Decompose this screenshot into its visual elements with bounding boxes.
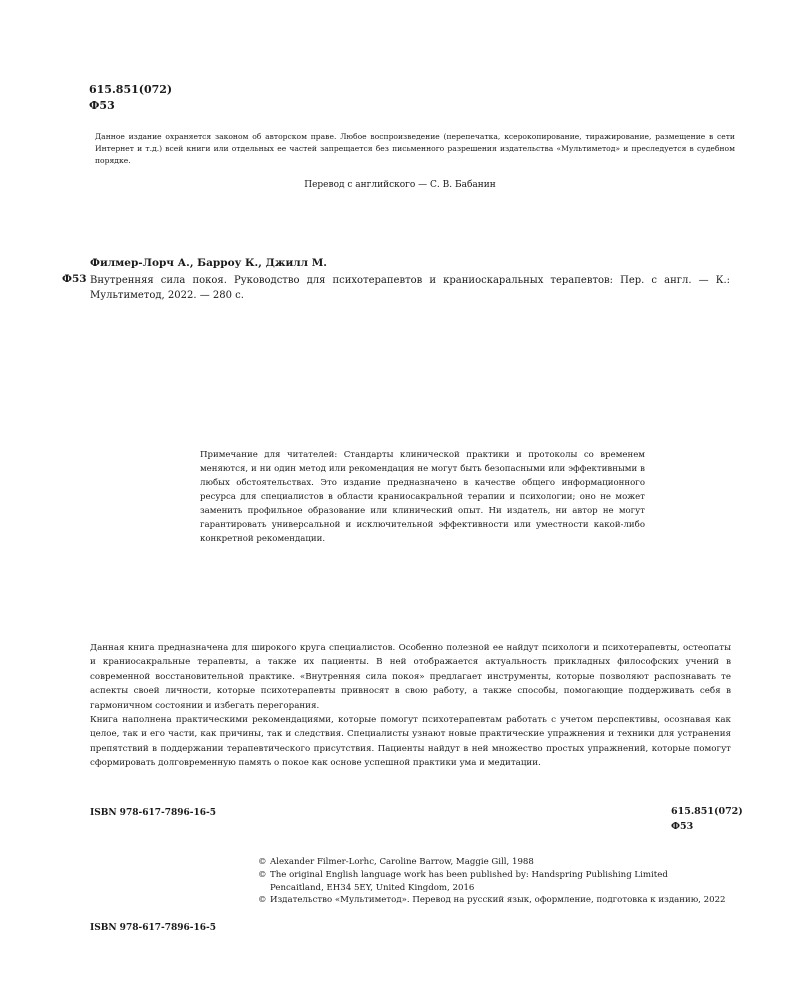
copyright-sign: © [258, 857, 267, 867]
copyright-line [258, 882, 738, 895]
copyright-notice: Данное издание охраняется законом об авторском праве. Любое воспроизведение (перепечатка, ксерокопирование, тиражирование, размещение в сети Интернет и т.д.) всей книги или отдельных ее частей запрещается без письменного разрешения издательства «Мультиметод» и преследуется в судебном порядке. [95, 132, 735, 165]
author-mark: Ф53 [62, 273, 87, 285]
copyright-text: The original English language work has been published by: Handspring Publishing Limited [270, 869, 668, 880]
copyright-line [258, 856, 738, 869]
copyright-text: Alexander Filmer-Lorhc, Caroline Barrow, Maggie Gill, 1988 [270, 857, 534, 867]
book-annotation [90, 641, 731, 771]
bibliographic-description: Внутренняя сила покоя. Руководство для психотерапевтов и краниоскаральных терапевтов: Пер. с англ. — К.: Мультиметод, 2022. — 280 с. [90, 275, 730, 301]
translator-credit: Перевод с английского — С. В. Бабанин [304, 180, 496, 190]
isbn-middle: ISBN 978-617-7896-16-5 [90, 808, 217, 818]
udk-code: 615.851(072) [89, 83, 173, 96]
copyright-text: Издательство «Мультиметод». Перевод на русский язык, оформление, подготовка к изданию, 2022 [270, 895, 726, 906]
udk-classification-top [89, 82, 172, 114]
copyright-block [258, 856, 738, 907]
copyright-text: Pencaitland, EH34 5EY, United Kingdom, 2016 [270, 882, 475, 893]
bbk-code-right: Ф53 [671, 821, 694, 832]
book-authors: Филмер-Лорч А., Барроу К., Джилл М. [90, 257, 327, 269]
bbk-code: Ф53 [89, 99, 115, 112]
annotation-paragraph-1: Данная книга предназначена для широкого круга специалистов. Особенно полезной ее найдут психологи и психотерапевты, остеопаты и краниосакральные терапевты, а также их пациенты. В ней отображается актуальность прикладных философских учений в современной восстановительной практике. «Внутренняя сила покоя» предлагает инструменты, которые позволяют распознавать те аспекты своей личности, которые психотерапевты привносят в свою работу, а также способы, помогающие поддерживать себя в гармоничном состоянии и избегать перегорания. [90, 643, 731, 711]
copyright-sign: © [258, 869, 267, 880]
reader-note: Примечание для читателей: Стандарты клинической практики и протоколы со временем меняются, и ни один метод или рекомендация не могут быть безопасными или эффективными в любых обстоятельствах. Это издание предназначено в качестве общего информационного ресурса для специалистов в области краниосакральной терапии и психологии; оно не может заменить профильное образование или клинический опыт. Ни издатель, ни автор не могут гарантировать универсальной и исключительной эффективности или уместности какой-либо конкретной рекомендации. [200, 450, 645, 544]
isbn-bottom: ISBN 978-617-7896-16-5 [90, 923, 217, 933]
copyright-sign [258, 882, 270, 895]
udk-classification-right [671, 804, 743, 834]
annotation-paragraph-2: Книга наполнена практическими рекомендациями, которые помогут психотерапевтам работать с учетом перспективы, осознавая как целое, так и его части, как причины, так и следствия. Специалисты узнают новые практические упражнения и техники для устранения препятствий в поддержании терапевтического присутствия. Пациенты найдут в ней множество простых упражнений, которые помогут сформировать долговременную память о покое как основе успешной практики ума и медитации. [90, 715, 731, 769]
copyright-line [258, 894, 738, 907]
copyright-sign: © [258, 895, 267, 906]
copyright-line [258, 869, 738, 882]
udk-code-right: 615.851(072) [671, 806, 743, 817]
